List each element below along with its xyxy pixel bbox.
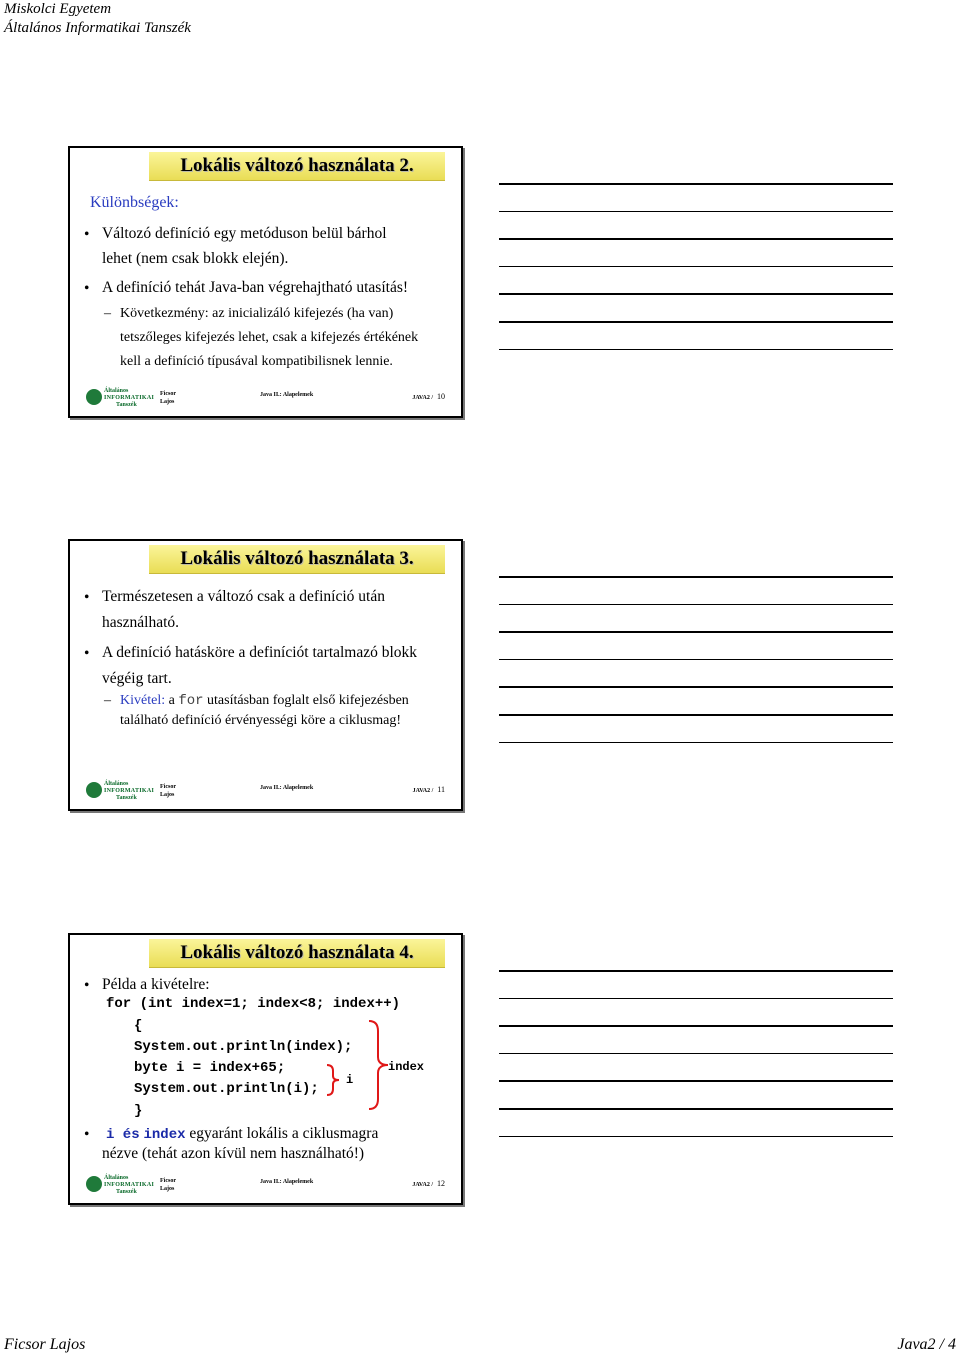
slide-author: Ficsor Lajos [160,391,176,405]
scope-label-index: index [388,1060,425,1074]
department-name: Általános Informatikai Tanszék [4,20,191,36]
footer-page-number: Java2 / 4 [897,1336,956,1353]
bullet-text: Változó definíció egy metóduson belül bárhol [102,225,387,242]
bullet-icon: • [84,1126,90,1143]
bullet-text: i és index egyaránt lokális a ciklusmagra [106,1125,379,1143]
bullet-text: használható. [102,614,180,631]
bullet-icon: • [84,977,90,994]
bullet-icon: • [84,226,90,243]
bullet-icon: • [84,280,90,297]
emblem-icon [86,782,102,798]
bullet-text: A definíció tehát Java-ban végrehajtható utasítás! [102,279,409,296]
department-logo: Általános INFORMATIKAI Tanszék [86,1175,150,1195]
notes-lines [499,970,893,1163]
bullet-text: Példa a kivételre: [102,976,210,993]
sub-bullet-text: található definíció érvényességi köre a ciklusmag! [120,713,402,728]
bullet-text: Természetesen a változó csak a definíció után [102,588,385,605]
bullet-text: nézve (tehát azon kívül nem használható!) [102,1145,365,1162]
slide-footer [82,386,449,410]
code-line: { [134,1018,143,1034]
code-line: byte i = index+65; [134,1060,286,1076]
slide-number: JAVA2 / 10 [412,392,445,401]
slide-title: Lokális változó használata 3. [149,545,445,574]
dash-icon: – [104,693,111,708]
slide-10 [68,146,463,418]
code-line: for (int index=1; index<8; index++) [106,996,401,1012]
section-heading: Különbségek: [90,194,179,211]
sub-bullet-text: kell a definíció típusával kompatibilisnek lennie. [120,354,393,369]
code-line: System.out.println(i); [134,1081,319,1097]
slide-number: JAVA2 / 12 [412,1179,445,1188]
sub-bullet-text: tetszőleges kifejezés lehet, csak a kifejezés értékének [120,330,419,345]
bullet-text: végéig tart. [102,670,172,687]
slide-footer [82,779,449,803]
code-line: System.out.println(index); [134,1039,353,1055]
emblem-icon [86,1176,102,1192]
bullet-text: lehet (nem csak blokk elején). [102,250,289,267]
notes-lines [499,183,893,376]
bullet-icon: • [84,645,90,662]
sub-bullet-text: Következmény: az inicializáló kifejezés (ha van) [120,306,394,321]
dash-icon: – [104,306,111,321]
slide-author: Ficsor Lajos [160,1178,176,1192]
course-title: Java II.: Alapelemek [260,1179,314,1185]
footer-author: Ficsor Lajos [4,1336,86,1353]
slide-number: JAVA2 / 11 [412,785,445,794]
sub-bullet-text: Kivétel: a for utasításban foglalt első kifejezésben [120,693,409,709]
course-title: Java II.: Alapelemek [260,392,314,398]
bullet-text: A definíció hatásköre a definíciót tartalmazó blokk [102,644,418,661]
department-logo: Általános INFORMATIKAI Tanszék [86,781,150,801]
bullet-icon: • [84,589,90,606]
brace-i-icon [324,1063,342,1097]
department-logo: Általános INFORMATIKAI Tanszék [86,388,150,408]
slide-title: Lokális változó használata 2. [149,152,445,181]
slide-footer [82,1173,449,1197]
notes-lines [499,576,893,769]
emblem-icon [86,389,102,405]
slide-title: Lokális változó használata 4. [149,939,445,968]
code-line: } [134,1103,143,1119]
slide-11 [68,539,463,811]
slide-12 [68,933,463,1205]
scope-label-i: i [346,1073,354,1087]
course-title: Java II.: Alapelemek [260,785,314,791]
slide-author: Ficsor Lajos [160,784,176,798]
university-name: Miskolci Egyetem [4,1,112,17]
